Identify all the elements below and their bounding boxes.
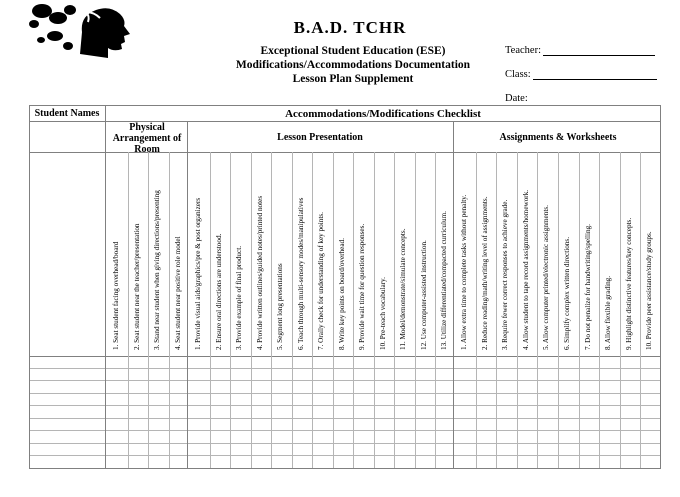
lesson-item-text: 8. Write key points on board/overhead. <box>337 238 346 350</box>
physical-item-text: 2. Seat student near the teacher/presentation <box>132 223 141 350</box>
lesson-column-line <box>251 152 252 468</box>
assignment-column-line <box>640 152 641 468</box>
student-row-line <box>29 380 661 381</box>
assignment-column-line <box>517 152 518 468</box>
header-bottom-border <box>29 356 661 357</box>
assignment-item-label <box>479 160 493 350</box>
title-row-border <box>29 121 661 122</box>
lesson-item-label <box>377 160 391 350</box>
group-row-border <box>29 152 661 153</box>
lesson-item-label <box>336 160 350 350</box>
student-row-line <box>29 393 661 394</box>
student-row-line <box>29 455 661 456</box>
subtitle-line-2: Modifications/Accommodations Documentation <box>235 59 471 71</box>
lesson-item-text: 12. Use computer-assisted instruction. <box>419 240 428 350</box>
assignment-column-line <box>537 152 538 468</box>
lesson-item-label <box>233 160 247 350</box>
group-assignments: Assignments & Worksheets <box>499 132 617 143</box>
assignment-item-text: 3. Require fewer correct responses to achieve grade. <box>501 199 510 350</box>
lesson-column-line <box>230 152 231 468</box>
assignment-column-line <box>558 152 559 468</box>
physical-item-label <box>131 160 145 350</box>
lesson-item-label <box>397 160 411 350</box>
group-physical: Physical Arrangement of Room <box>112 122 182 155</box>
lesson-item-text: 10. Pre-teach vocabulary. <box>378 277 387 350</box>
assignment-item-text: 8. Allow flexible grading. <box>604 275 613 350</box>
lesson-item-text: 13. Utilize differentiated/compacted curriculum. <box>440 211 448 350</box>
lesson-column-line <box>374 152 375 468</box>
lesson-item-label <box>418 160 432 350</box>
assignment-item-text: 2. Reduce reading/math/writing level of assignments. <box>480 196 489 350</box>
assignment-column-line <box>496 152 497 468</box>
lesson-item-label <box>438 160 452 350</box>
lesson-column-line <box>292 152 293 468</box>
assignment-item-label <box>602 160 616 350</box>
lesson-column-line <box>333 152 334 468</box>
assignment-item-label <box>643 160 657 350</box>
lesson-item-label <box>356 160 370 350</box>
lesson-item-text: 9. Provide wait time for question responses. <box>358 223 366 350</box>
student-names-header: Student Names <box>34 108 100 119</box>
logo-graphic <box>28 2 133 60</box>
lesson-item-label <box>315 160 329 350</box>
assignment-item-text: 5. Allow computer printed/electronic assignments. <box>542 205 551 350</box>
lesson-item-label <box>213 160 227 350</box>
physical-divider <box>187 121 188 469</box>
assignment-item-label <box>520 160 534 350</box>
physical-item-label <box>151 160 165 350</box>
student-row-line <box>29 418 661 419</box>
physical-item-label <box>172 160 186 350</box>
date-field[interactable] <box>505 93 528 104</box>
lesson-item-text: 5. Segment long presentations <box>276 263 284 350</box>
class-input-line[interactable] <box>533 70 657 80</box>
lesson-column-line <box>353 152 354 468</box>
lesson-column-line <box>271 152 272 468</box>
lesson-divider <box>453 121 454 469</box>
subtitle-line-1: Exceptional Student Education (ESE) <box>260 45 446 57</box>
teacher-label: Teacher: <box>505 45 541 56</box>
physical-item-text: 3. Stand near student when giving directions/presenting <box>153 190 161 350</box>
assignment-item-text: 1. Allow extra time to complete tasks without penalty. <box>460 194 468 350</box>
lesson-item-label <box>295 160 309 350</box>
assignment-item-text: 7. Do not penalize for handwriting/spelling. <box>583 224 592 350</box>
assignment-item-text: 10. Provide peer assistance/study groups. <box>645 231 654 350</box>
lesson-item-text: 6. Teach through multi-sensory modes/manipulatives <box>296 197 305 350</box>
student-row-line <box>29 405 661 406</box>
lesson-item-text: 1. Provide visual aids/graphics/pre & post organizers <box>194 197 202 350</box>
lesson-item-label <box>274 160 288 350</box>
lesson-item-text: 3. Provide example of final product. <box>235 246 243 350</box>
assignment-item-label <box>561 160 575 350</box>
assignment-column-line <box>620 152 621 468</box>
lesson-column-line <box>415 152 416 468</box>
table-border-left <box>29 105 30 469</box>
assignment-item-label <box>499 160 513 350</box>
lesson-column-line <box>394 152 395 468</box>
student-row-line <box>29 368 661 369</box>
names-divider <box>105 105 106 469</box>
assignment-item-label <box>540 160 554 350</box>
physical-item-label <box>110 160 124 350</box>
lesson-item-label <box>254 160 268 350</box>
table-border-bottom <box>29 468 661 469</box>
assignment-column-line <box>476 152 477 468</box>
checklist-title: Accommodations/Modifications Checklist <box>285 108 481 120</box>
assignment-column-line <box>579 152 580 468</box>
student-row-line <box>29 430 661 431</box>
lesson-item-text: 2. Ensure oral directions are understood. <box>214 233 223 350</box>
physical-column-line <box>128 152 129 468</box>
assignment-item-text: 4. Allow student to tape record assignments/homework. <box>521 189 530 350</box>
student-row-line <box>29 443 661 444</box>
physical-item-text: 1. Seat student facing overhead/board <box>112 241 120 350</box>
assignment-item-label <box>623 160 637 350</box>
assignment-item-label <box>582 160 596 350</box>
class-label: Class: <box>505 69 531 80</box>
class-field[interactable] <box>505 69 657 80</box>
teacher-input-line[interactable] <box>543 46 655 56</box>
physical-item-text: 4. Seat student near positive role model <box>173 236 182 350</box>
assignment-column-line <box>599 152 600 468</box>
lesson-item-label <box>192 160 206 350</box>
assignment-item-label <box>458 160 472 350</box>
lesson-column-line <box>435 152 436 468</box>
physical-column-line <box>148 152 149 468</box>
checklist-table <box>29 105 661 469</box>
physical-column-line <box>169 152 170 468</box>
teacher-field[interactable] <box>505 45 655 56</box>
subtitle-line-3: Lesson Plan Supplement <box>292 73 414 85</box>
date-label: Date: <box>505 93 528 104</box>
table-border-top <box>29 105 661 106</box>
assignment-item-text: 6. Simplify complex written directions. <box>563 237 571 350</box>
lesson-item-text: 7. Orally check for understanding of key points. <box>317 212 325 350</box>
group-lesson: Lesson Presentation <box>277 132 363 143</box>
table-border-right <box>660 105 661 469</box>
lesson-item-text: 4. Provide written outlines/guided notes/printed notes <box>255 195 264 350</box>
document-title: B.A.D. TCHR <box>293 18 407 37</box>
assignment-item-text: 9. Highlight distinctive features/key concepts. <box>624 217 633 350</box>
lesson-column-line <box>210 152 211 468</box>
lesson-item-text: 11. Model/demonstrate/simulate concepts. <box>399 228 407 350</box>
lesson-column-line <box>312 152 313 468</box>
